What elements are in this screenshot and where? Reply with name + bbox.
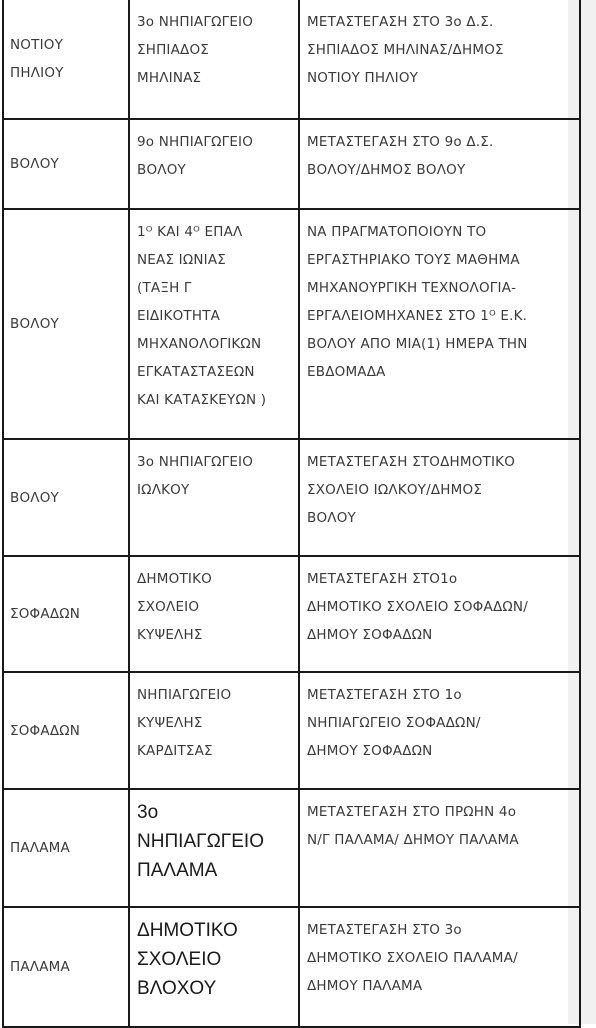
region-text: ΝΟΤΙΟΥ ΠΗΛΙΟΥ (10, 37, 64, 81)
school-cell (129, 439, 299, 556)
region-cell (3, 209, 129, 439)
relocation-table (2, 0, 581, 1028)
school-cell (129, 209, 299, 439)
region-cell (3, 439, 129, 556)
region-cell (3, 907, 129, 1027)
school-text: ΔΗΜΟΤΙΚΟ ΣΧΟΛΕΙΟ ΚΥΨΕΛΗΣ (137, 571, 212, 643)
action-cell (299, 209, 580, 439)
action-text: ΜΕΤΑΣΤΕΓΑΣΗ ΣΤΟ 3ο Δ.Σ. ΣΗΠΙΑΔΟΣ ΜΗΛΙΝΑΣ/ΔΗΜΟΣ ΝΟΤΙΟΥ ΠΗΛΙΟΥ (307, 14, 504, 86)
action-cell (299, 0, 580, 119)
school-cell (129, 0, 299, 119)
region-text: ΒΟΛΟΥ (10, 156, 59, 172)
school-cell (129, 119, 299, 209)
table-row (3, 0, 580, 119)
school-cell (129, 556, 299, 672)
region-cell (3, 672, 129, 789)
region-text: ΣΟΦΑΔΩΝ (10, 722, 81, 739)
region-cell (3, 789, 129, 907)
action-text: ΜΕΤΑΣΤΕΓΑΣΗ ΣΤΟΔΗΜΟΤΙΚΟ ΣΧΟΛΕΙΟ ΙΩΛΚΟΥ/ΔΗΜΟΣ ΒΟΛΟΥ (307, 454, 516, 526)
school-cell (129, 789, 299, 907)
action-text: ΜΕΤΑΣΤΕΓΑΣΗ ΣΤΟ ΠΡΩΗΝ 4ο Ν/Γ ΠΑΛΑΜΑ/ ΔΗΜΟΥ ΠΑΛΑΜΑ (307, 804, 519, 848)
table-row (3, 209, 580, 439)
region-cell (3, 119, 129, 209)
action-text: ΝΑ ΠΡΑΓΜΑΤΟΠΟΙΟΥΝ ΤΟ ΕΡΓΑΣΤΗΡΙΑΚΟ ΤΟΥΣ ΜΑΘΗΜΑ ΜΗΧΑΝΟΥΡΓΙΚΗ ΤΕΧΝΟΛΟΓΙΑ- ΕΡΓΑΛΕΙΟΜΗΧΑΝΕΣ ΣΤΟ 1ᴼ Ε.Κ. ΒΟΛΟΥ ΑΠΟ ΜΙΑ(1) ΗΜΕΡΑ ΤΗΝ ΕΒΔΟΜΑΔΑ (307, 224, 528, 380)
region-text: ΒΟΛΟΥ (10, 316, 59, 332)
school-text: 1ᴼ ΚΑΙ 4ᴼ ΕΠΑΛ ΝΕΑΣ ΙΩΝΙΑΣ (ΤΑΞΗ Γ ΕΙΔΙΚΟΤΗΤΑ ΜΗΧΑΝΟΛΟΓΙΚΩΝ ΕΓΚΑΤΑΣΤΑΣΕΩΝ ΚΑΙ ΚΑΤΑΣΚΕΥΩΝ ) (137, 224, 267, 408)
school-text: ΝΗΠΙΑΓΩΓΕΙΟ ΚΥΨΕΛΗΣ ΚΑΡΔΙΤΣΑΣ (137, 687, 232, 759)
action-cell (299, 907, 580, 1027)
action-cell (299, 439, 580, 556)
school-text: 3ο ΝΗΠΙΑΓΩΓΕΙΟ ΣΗΠΙΑΔΟΣ ΜΗΛΙΝΑΣ (137, 14, 254, 86)
table-row (3, 672, 580, 789)
action-cell (299, 556, 580, 672)
school-cell (129, 672, 299, 789)
region-text: ΠΑΛΑΜΑ (10, 959, 70, 975)
table-row (3, 439, 580, 556)
school-text: 9ο ΝΗΠΙΑΓΩΓΕΙΟ ΒΟΛΟΥ (137, 134, 254, 178)
action-text: ΜΕΤΑΣΤΕΓΑΣΗ ΣΤΟ 1ο ΝΗΠΙΑΓΩΓΕΙΟ ΣΟΦΑΔΩΝ/ ΔΗΜΟΥ ΣΟΦΑΔΩΝ (307, 687, 481, 759)
action-text: ΜΕΤΑΣΤΕΓΑΣΗ ΣΤΟ 3ο ΔΗΜΟΤΙΚΟ ΣΧΟΛΕΙΟ ΠΑΛΑΜΑ/ ΔΗΜΟΥ ΠΑΛΑΜΑ (307, 922, 518, 994)
action-cell (299, 789, 580, 907)
school-text: 3ο ΝΗΠΙΑΓΩΓΕΙΟ ΠΑΛΑΜΑ (137, 802, 264, 881)
table-row (3, 119, 580, 209)
action-text: ΜΕΤΑΣΤΕΓΑΣΗ ΣΤΟ1ο ΔΗΜΟΤΙΚΟ ΣΧΟΛΕΙΟ ΣΟΦΑΔΩΝ/ ΔΗΜΟΥ ΣΟΦΑΔΩΝ (307, 571, 528, 643)
region-cell (3, 0, 129, 119)
table-row (3, 556, 580, 672)
school-text: 3ο ΝΗΠΙΑΓΩΓΕΙΟ ΙΩΛΚΟΥ (137, 454, 254, 498)
table-row (3, 789, 580, 907)
school-text: ΔΗΜΟΤΙΚΟ ΣΧΟΛΕΙΟ ΒΛΟΧΟΥ (137, 920, 238, 999)
table-row (3, 907, 580, 1027)
region-text: ΒΟΛΟΥ (10, 489, 59, 506)
region-cell (3, 556, 129, 672)
action-text: ΜΕΤΑΣΤΕΓΑΣΗ ΣΤΟ 9ο Δ.Σ. ΒΟΛΟΥ/ΔΗΜΟΣ ΒΟΛΟΥ (307, 134, 494, 178)
region-text: ΣΟΦΑΔΩΝ (10, 606, 81, 622)
region-text: ΠΑΛΑΜΑ (10, 840, 70, 856)
school-cell (129, 907, 299, 1027)
action-cell (299, 119, 580, 209)
action-cell (299, 672, 580, 789)
